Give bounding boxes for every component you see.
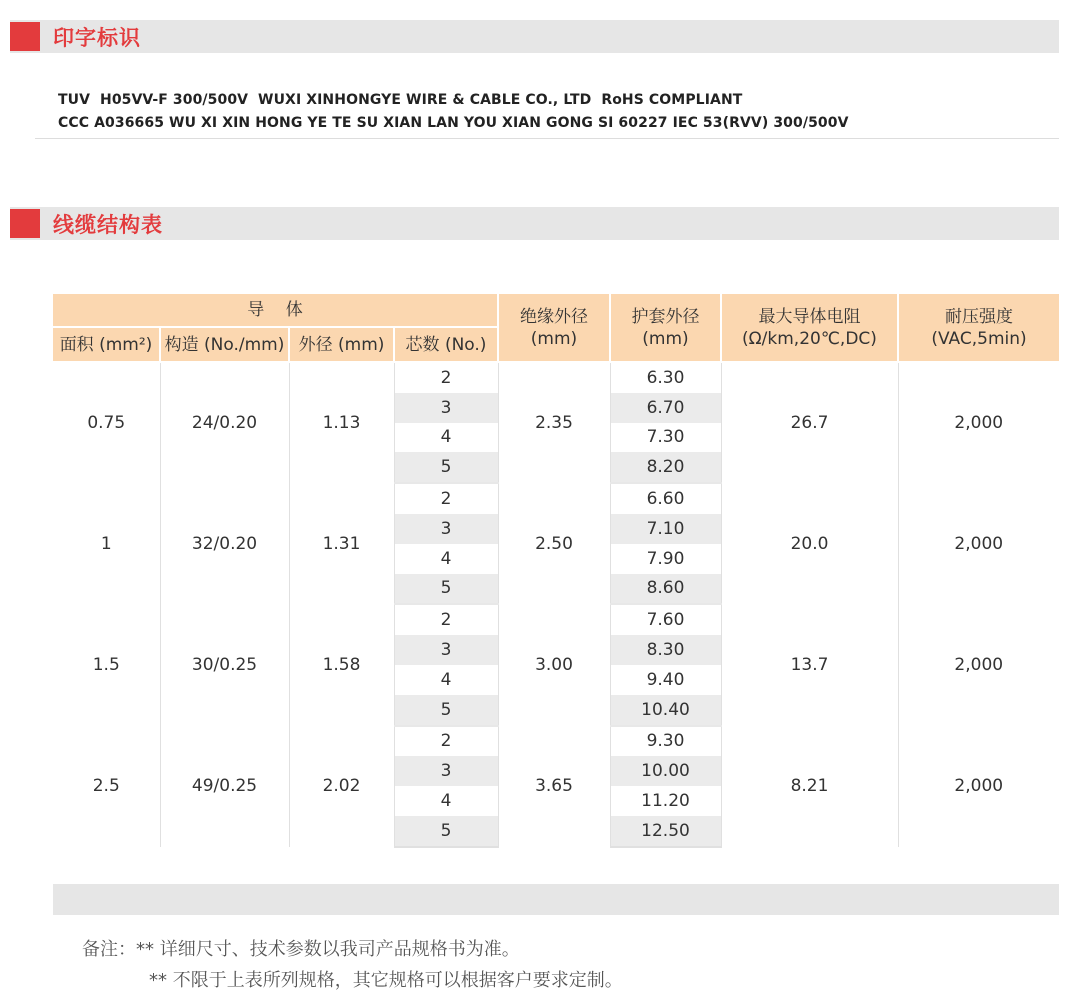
cell-sheath-od: 6.30 bbox=[610, 362, 721, 393]
header-insulation-od: 绝缘外径 (mm) bbox=[498, 294, 610, 362]
cell-voltage: 2,000 bbox=[954, 413, 1004, 434]
cell-area: 0.75 bbox=[53, 362, 160, 483]
section-marker bbox=[10, 209, 40, 238]
cell-conductor-od: 2.02 bbox=[289, 726, 394, 847]
cell-insulation-od: 2.50 bbox=[498, 483, 610, 604]
cell-sheath-od: 7.60 bbox=[610, 604, 721, 635]
cell-max-resistance: 26.7 bbox=[721, 362, 898, 483]
footer-bar bbox=[53, 884, 1059, 915]
cell-cores: 2 bbox=[394, 483, 498, 514]
cell-cores: 2 bbox=[394, 604, 498, 635]
header-area: 面积 (mm²) bbox=[53, 327, 160, 362]
cell-cores: 3 bbox=[394, 393, 498, 423]
header-sheath-od: 护套外径 (mm) bbox=[610, 294, 721, 362]
cell-cores: 4 bbox=[394, 786, 498, 816]
cell-cores: 3 bbox=[394, 514, 498, 544]
cell-sheath-od: 8.30 bbox=[610, 635, 721, 665]
header-conductor: 导 体 bbox=[53, 294, 498, 327]
cell-max-resistance: 13.7 bbox=[721, 604, 898, 725]
cell-sheath-od: 8.60 bbox=[610, 574, 721, 605]
cell-sheath-od: 7.30 bbox=[610, 423, 721, 453]
notes bbox=[82, 934, 623, 996]
cell-sheath-od: 10.00 bbox=[610, 756, 721, 786]
cable-structure-table bbox=[53, 294, 1059, 848]
cell-insulation-od: 2.35 bbox=[498, 362, 610, 483]
structure-section-title: 线缆结构表 bbox=[53, 212, 163, 237]
marking-line-2: CCC A036665 WU XI XIN HONG YE TE SU XIAN LAN YOU XIAN GONG SI 60227 IEC 53(RVV) 300/500V bbox=[58, 115, 849, 131]
cell-conductor-od: 1.13 bbox=[289, 362, 394, 483]
cell-cores: 5 bbox=[394, 574, 498, 605]
cell-sheath-od: 11.20 bbox=[610, 786, 721, 816]
cell-cores: 2 bbox=[394, 726, 498, 757]
cell-insulation-od: 3.65 bbox=[498, 726, 610, 847]
header-cores: 芯数 (No.) bbox=[394, 327, 498, 362]
cell-sheath-od: 6.70 bbox=[610, 393, 721, 423]
header-construction: 构造 (No./mm) bbox=[160, 327, 289, 362]
cell-construction: 30/0.25 bbox=[160, 604, 289, 725]
cell-cores: 3 bbox=[394, 756, 498, 786]
cell-construction: 49/0.25 bbox=[160, 726, 289, 847]
section-marker bbox=[10, 22, 40, 51]
cell-max-resistance: 8.21 bbox=[721, 726, 898, 847]
cell-conductor-od: 1.31 bbox=[289, 483, 394, 604]
cell-cores: 5 bbox=[394, 816, 498, 847]
cell-conductor-od: 1.58 bbox=[289, 604, 394, 725]
cell-sheath-od: 12.50 bbox=[610, 816, 721, 847]
cell-sheath-od: 7.10 bbox=[610, 514, 721, 544]
note-line-2: ** 不限于上表所列规格，其它规格可以根据客户要求定制。 bbox=[149, 970, 623, 991]
cell-cores: 5 bbox=[394, 452, 498, 483]
cell-area: 1.5 bbox=[53, 604, 160, 725]
cell-area: 1 bbox=[53, 483, 160, 604]
cell-area: 2.5 bbox=[53, 726, 160, 847]
cell-cores: 3 bbox=[394, 635, 498, 665]
note-line-1: 备注：** 详细尺寸、技术参数以我司产品规格书为准。 bbox=[82, 939, 520, 960]
header-voltage: 耐压强度 (VAC,5min) bbox=[898, 294, 1059, 362]
cell-sheath-od: 10.40 bbox=[610, 695, 721, 726]
header-conductor-od: 外径 (mm) bbox=[289, 327, 394, 362]
cell-cores: 4 bbox=[394, 665, 498, 695]
cell-cores: 4 bbox=[394, 544, 498, 574]
marking-section-header bbox=[10, 20, 1059, 53]
cell-voltage: 2,000 bbox=[954, 654, 1004, 675]
structure-section-header bbox=[10, 207, 1059, 240]
marking-section-title: 印字标识 bbox=[53, 25, 141, 50]
cell-sheath-od: 9.30 bbox=[610, 726, 721, 757]
cell-construction: 24/0.20 bbox=[160, 362, 289, 483]
cell-construction: 32/0.20 bbox=[160, 483, 289, 604]
cell-sheath-od: 6.60 bbox=[610, 483, 721, 514]
cell-cores: 2 bbox=[394, 362, 498, 393]
header-max-resistance: 最大导体电阻 (Ω/km,20℃,DC) bbox=[721, 294, 898, 362]
cable-marking-text bbox=[58, 89, 1058, 135]
cell-cores: 5 bbox=[394, 695, 498, 726]
cell-voltage: 2,000 bbox=[954, 776, 1004, 797]
cell-cores: 4 bbox=[394, 423, 498, 453]
cell-sheath-od: 7.90 bbox=[610, 544, 721, 574]
divider bbox=[35, 138, 1059, 139]
cell-sheath-od: 9.40 bbox=[610, 665, 721, 695]
cell-sheath-od: 8.20 bbox=[610, 452, 721, 483]
cell-insulation-od: 3.00 bbox=[498, 604, 610, 725]
cell-voltage: 2,000 bbox=[954, 533, 1004, 554]
marking-line-1: TUV H05VV-F 300/500V WUXI XINHONGYE WIRE & CABLE CO., LTD RoHS COMPLIANT bbox=[58, 92, 743, 108]
cell-max-resistance: 20.0 bbox=[721, 483, 898, 604]
